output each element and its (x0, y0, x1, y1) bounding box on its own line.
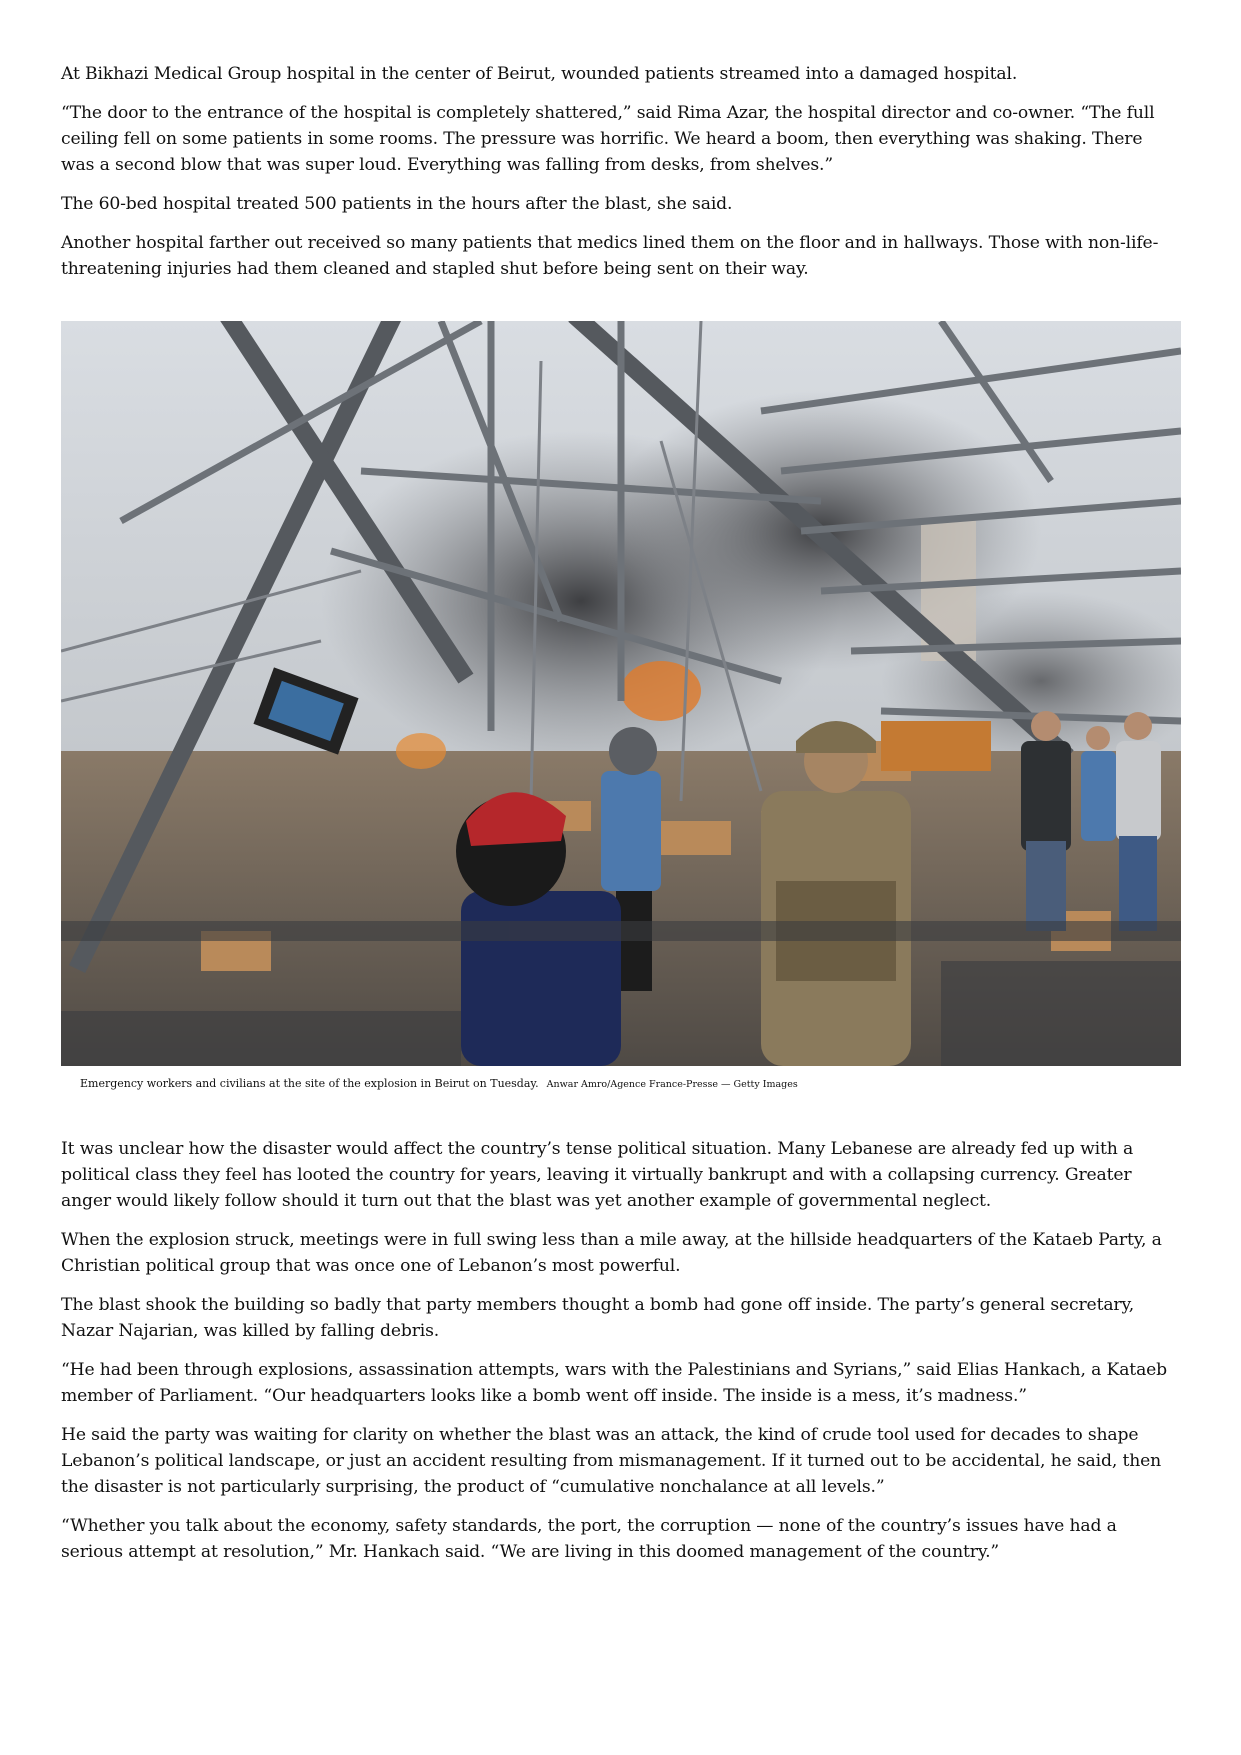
paragraph-azar-quote: “The door to the entrance of the hospital is completely shattered,” said Rima Azar, the hospital director and co-owner. “The full ceiling fell on some patients in some rooms. The pressure was horrific. We heard a boom, then everything was shaking. There was a second blow that was super loud. Everything was falling from desks, from shelves.” (61, 103, 1155, 175)
paragraph-hankach-quote: “He had been through explosions, assassination attempts, wars with the Palestinians and Syrians,” said Elias Hankach, a Kataeb member of Parliament. “Our headquarters looks like a bomb went off inside. The inside is a mess, it’s madness.” (61, 1360, 1168, 1406)
explosion-site-photo (61, 321, 1181, 1066)
photo-illustration (61, 321, 1181, 1066)
paragraph-political-situation: It was unclear how the disaster would affect the country’s tense political situation. Many Lebanese are already fed up with a political class they feel has looted the country for years, leaving it virtually bankrupt and with a collapsing currency. Greater anger would likely follow should it turn out that the blast was yet another example of governmental neglect. (61, 1139, 1134, 1211)
paragraph-other-hospital: Another hospital farther out received so many patients that medics lined them on the floor and in hallways. Those with non-life-threatening injuries had them cleaned and stapled shut before being sent on their way. (61, 233, 1159, 279)
caption-text: Emergency workers and civilians at the site of the explosion in Beirut on Tuesday. (80, 1077, 539, 1090)
paragraph-kataeb-meetings: When the explosion struck, meetings were in full swing less than a mile away, at the hillside headquarters of the Kataeb Party, a Christian political group that was once one of Lebanon’s most powerful. (61, 1230, 1162, 1276)
photo-caption (80, 1076, 1180, 1093)
paragraph-resolution-quote: “Whether you talk about the economy, safety standards, the port, the corruption — none of the country’s issues have had a serious attempt at resolution,” Mr. Hankach said. “We are living in this doomed management of the country.” (61, 1516, 1117, 1562)
paragraph-najarian-killed: The blast shook the building so badly that party members thought a bomb had gone off inside. The party’s general secretary, Nazar Najarian, was killed by falling debris. (61, 1295, 1135, 1341)
photo-credit: Anwar Amro/Agence France-Presse — Getty Images (546, 1079, 798, 1090)
paragraph-clarity: He said the party was waiting for clarity on whether the blast was an attack, the kind of crude tool used for decades to shape Lebanon’s political landscape, or just an accident resulting from mismanagement. If it turned out to be accidental, he said, then the disaster is not particularly surprising, the product of “cumulative nonchalance at all levels.” (61, 1425, 1162, 1497)
paragraph-patients-count: The 60-bed hospital treated 500 patients in the hours after the blast, she said. (61, 194, 733, 214)
paragraph-hospital-intro: At Bikhazi Medical Group hospital in the center of Beirut, wounded patients streamed into a damaged hospital. (61, 64, 1018, 84)
